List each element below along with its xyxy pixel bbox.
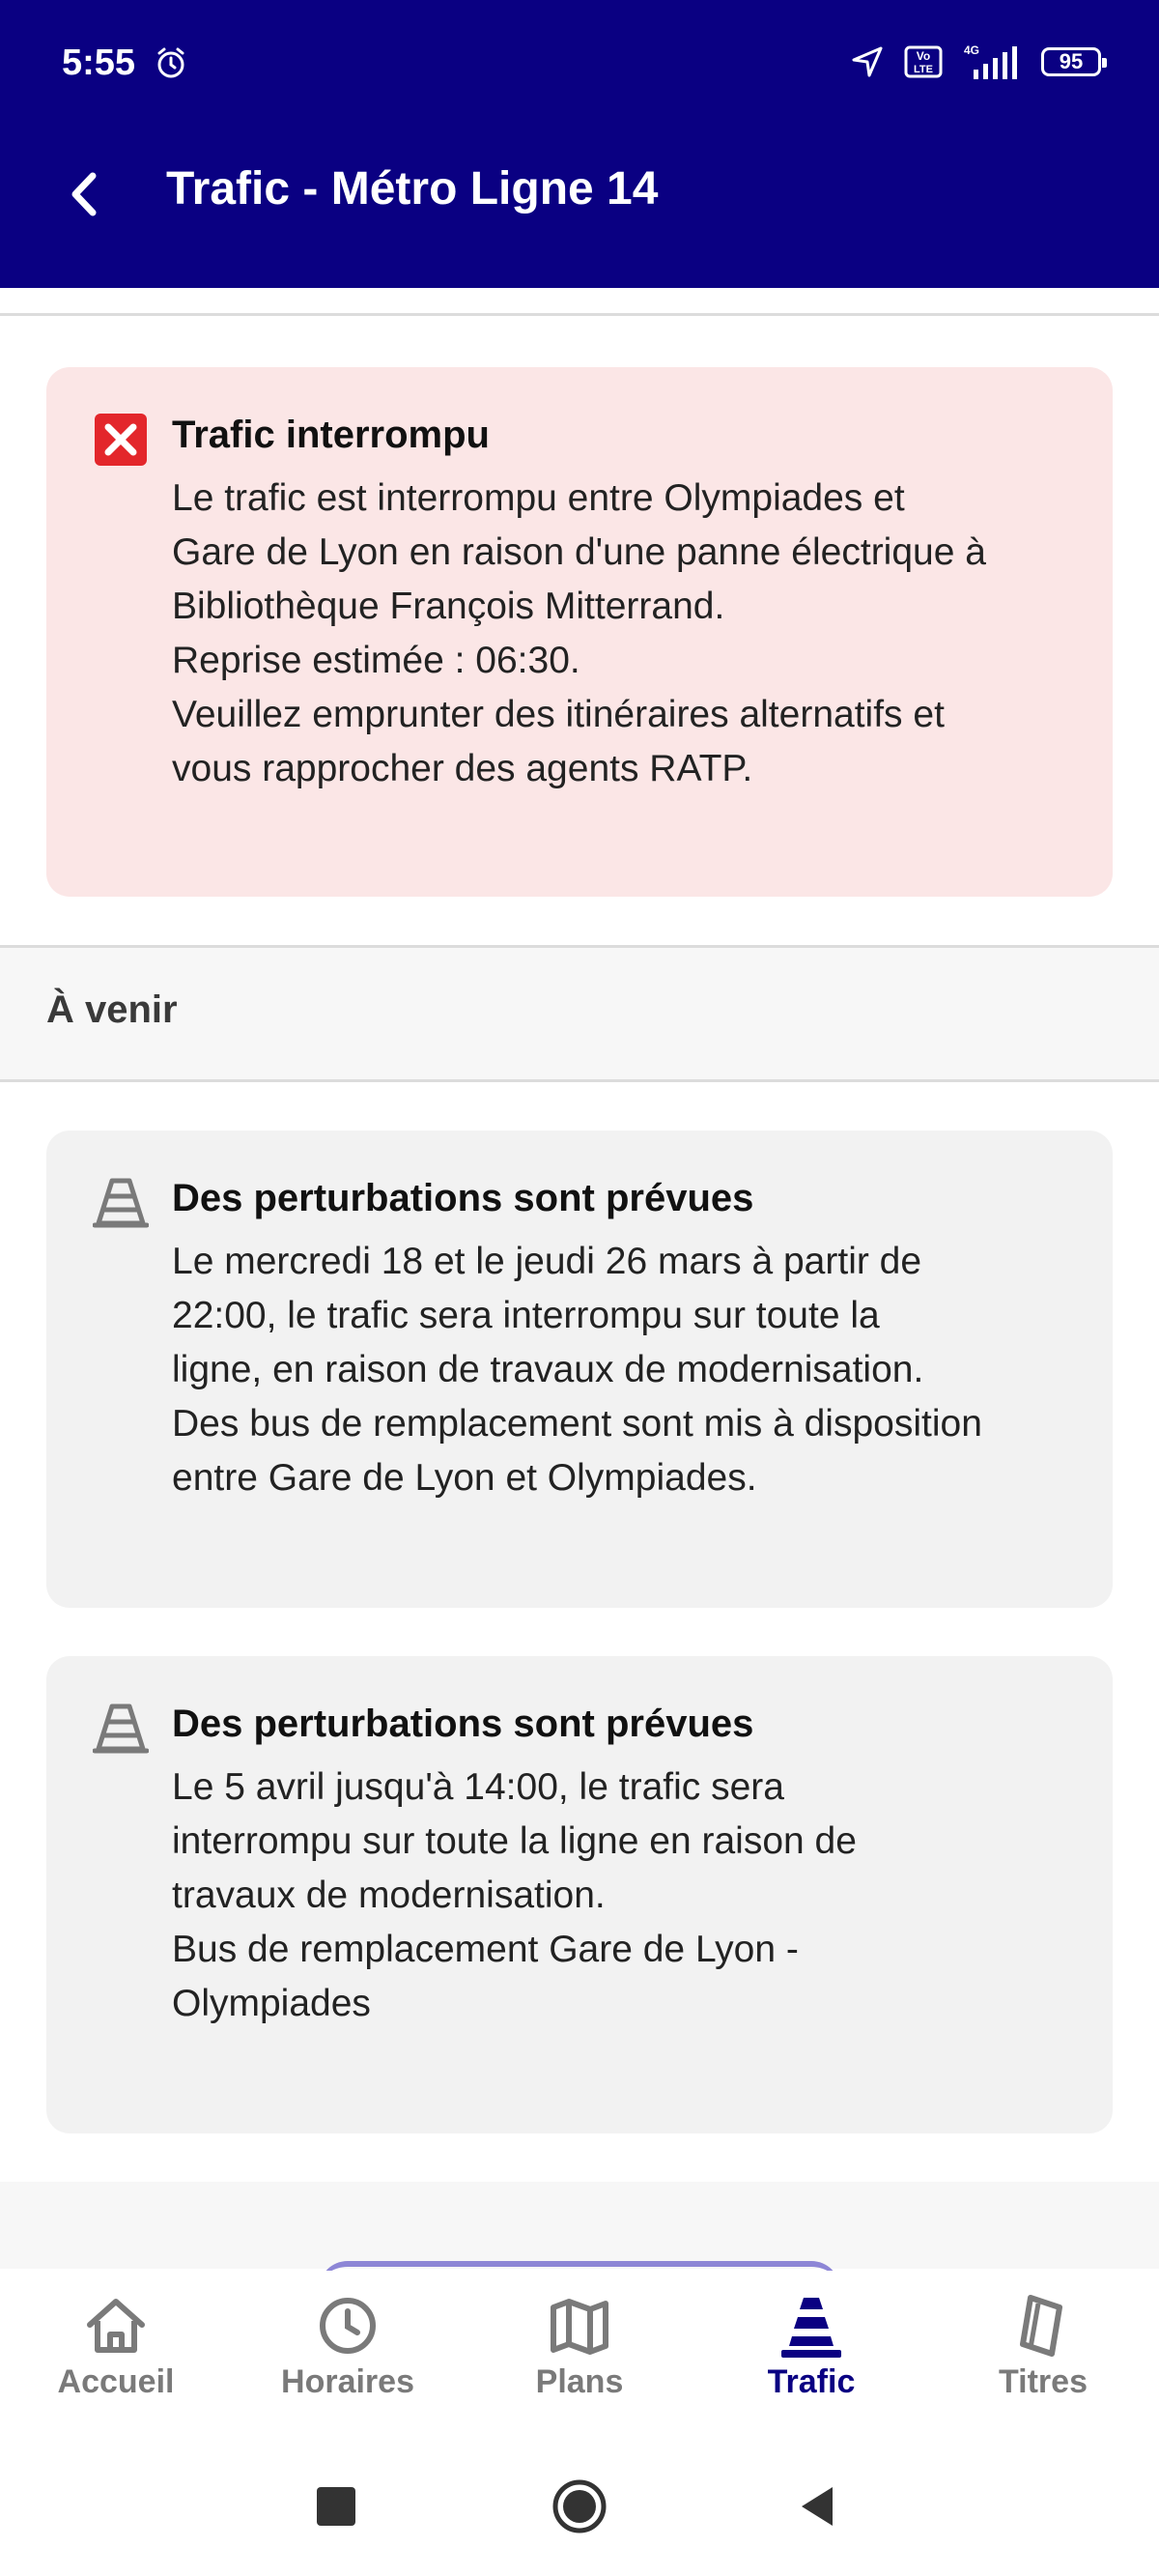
upcoming-body: Le 5 avril jusqu'à 14:00, le trafic sera interrompu sur toute la ligne en raison de travaux de modernisation. Bus de remplacement Gare de Lyon - Olympiades [172, 1766, 857, 2024]
app-header [0, 0, 1159, 288]
back-triangle-icon[interactable] [794, 2481, 844, 2532]
back-button[interactable] [54, 160, 112, 228]
traffic-cone-icon [93, 1701, 149, 1757]
home-icon [82, 2292, 150, 2360]
nav-label: Accueil [57, 2363, 175, 2400]
upcoming-card [46, 1131, 1113, 1608]
alert-title: Trafic interrompu [172, 414, 490, 456]
recents-icon[interactable] [311, 2481, 361, 2532]
page-title: Trafic - Métro Ligne 14 [166, 163, 659, 215]
upcoming-section-header [0, 945, 1159, 1082]
system-navigation-bar [0, 2437, 1159, 2576]
nav-label: Trafic [767, 2363, 856, 2400]
nav-label: Plans [535, 2363, 624, 2400]
traffic-cone-icon [93, 1175, 149, 1231]
upcoming-title: Des perturbations sont prévues [172, 1177, 754, 1219]
svg-text:LTE: LTE [914, 64, 933, 75]
divider [0, 313, 1159, 316]
alarm-icon [155, 46, 187, 79]
nav-horaires[interactable] [251, 2271, 444, 2401]
status-time: 5:55 [62, 43, 136, 83]
clock-icon [314, 2292, 382, 2360]
current-alert-card [46, 367, 1113, 897]
nav-label: Titres [999, 2363, 1088, 2400]
nav-plans[interactable] [483, 2271, 676, 2401]
error-icon [93, 412, 149, 468]
battery-indicator: 95 [1041, 47, 1101, 76]
home-button-icon[interactable] [551, 2477, 608, 2535]
nav-titres[interactable] [947, 2271, 1140, 2401]
bottom-navigation [0, 2271, 1159, 2439]
upcoming-title: Des perturbations sont prévues [172, 1703, 754, 1745]
nav-accueil[interactable] [19, 2271, 212, 2401]
traffic-cone-icon [777, 2292, 845, 2360]
chevron-left-icon [66, 170, 100, 218]
svg-text:Vo: Vo [916, 49, 931, 63]
upcoming-body: Le mercredi 18 et le jeudi 26 mars à partir de 22:00, le trafic sera interrompu sur toute la ligne, en raison de travaux de modernisation. Des bus de remplacement sont mis à disposition entre Gare de Lyon et Olympiades. [172, 1241, 982, 1499]
nav-label: Horaires [281, 2363, 414, 2400]
section-title: À venir [46, 988, 178, 1031]
location-icon [850, 44, 885, 79]
alert-body: Le trafic est interrompu entre Olympiades et Gare de Lyon en raison d'une panne électrique à Bibliothèque François Mitterrand. Reprise estimée : 06:30. Veuillez emprunter des itinéraires alternatifs et vous rapprocher des agents RATP. [172, 477, 986, 789]
nav-trafic[interactable] [715, 2271, 908, 2401]
signal-icon [962, 43, 1022, 81]
volte-icon [904, 45, 943, 78]
svg-text:4G: 4G [964, 43, 980, 57]
list-end-band [0, 2182, 1159, 2269]
map-icon [546, 2292, 613, 2360]
ticket-icon [1009, 2292, 1077, 2360]
upcoming-card [46, 1656, 1113, 2133]
